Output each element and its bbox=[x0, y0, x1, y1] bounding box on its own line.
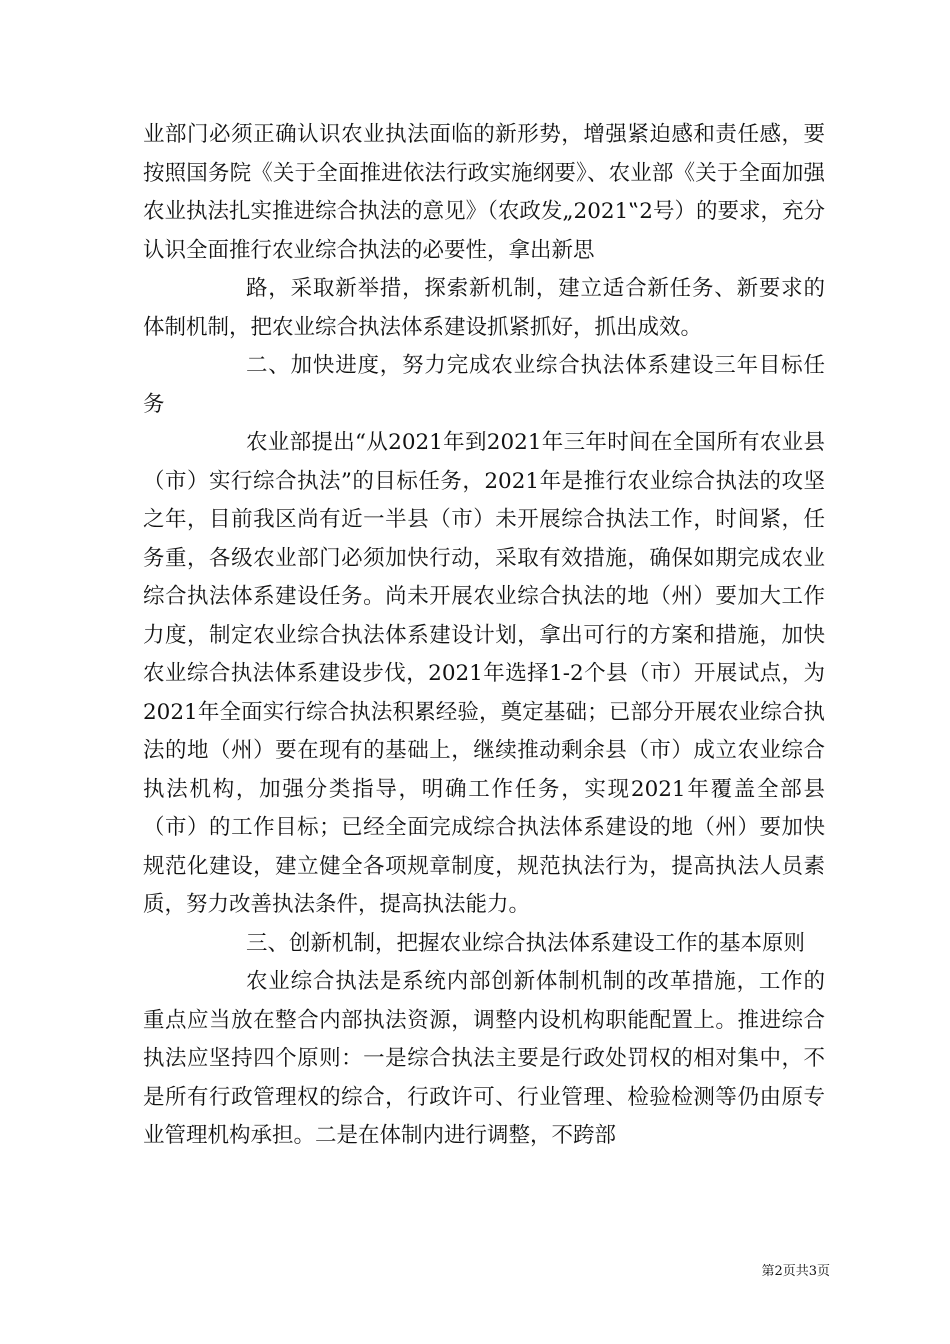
paragraph-3: 农业部提出“从2021年到2021年三年时间在全国所有农业县（市）实行综合执法”的目标任务，2021年是推行农业综合执法的攻坚之年，目前我区尚有近一半县（市）未开展综合执法工作，时间紧，任务重，各级农业部门必须加快行动，采取有效措施，确保如期完成农业综合执法体系建设任务。尚未开展农业综合执法的地（州）要加大工作力度，制定农业综合执法体系建设计划，拿出可行的方案和措施，加快农业综合执法体系建设步伐，2021年选择1-2个县（市）开展试点，为2021年全面实行综合执法积累经验，奠定基础；已部分开展农业综合执法的地（州）要在现有的基础上，继续推动剩余县（市）成立农业综合执法机构，加强分类指导，明确工作任务，实现2021年覆盖全部县（市）的工作目标；已经全面完成综合执法体系建设的地（州）要加快规范化建设，建立健全各项规章制度，规范执法行为，提高执法人员素质，努力改善执法条件，提高执法能力。 bbox=[143, 430, 825, 917]
paragraph-2: 路，采取新举措，探索新机制，建立适合新任务、新要求的体制机制，把农业综合执法体系建设抓紧抓好，抓出成效。 bbox=[143, 276, 825, 340]
document-body bbox=[143, 116, 825, 1156]
paragraph-4: 农业综合执法是系统内部创新体制机制的改革措施，工作的重点应当放在整合内部执法资源，调整内设机构职能配置上。推进综合执法应坚持四个原则：一是综合执法主要是行政处罚权的相对集中，不是所有行政管理权的综合，行政许可、行业管理、检验检测等仍由原专业管理机构承担。二是在体制内进行调整，不跨部 bbox=[143, 969, 825, 1148]
section-heading-2: 二、加快进度，努力完成农业综合执法体系建设三年目标任务 bbox=[143, 353, 825, 417]
section-heading-3: 三、创新机制，把握农业综合执法体系建设工作的基本原则 bbox=[246, 930, 806, 956]
paragraph-1: 业部门必须正确认识农业执法面临的新形势，增强紧迫感和责任感，要按照国务院《关于全面推进依法行政实施纲要》、农业部《关于全面加强农业执法扎实推进综合执法的意见》（农政发„2021‟2号）的要求，充分认识全面推行农业综合执法的必要性，拿出新思 bbox=[143, 122, 825, 263]
page-number-footer: 第2页共3页 bbox=[761, 1264, 830, 1279]
